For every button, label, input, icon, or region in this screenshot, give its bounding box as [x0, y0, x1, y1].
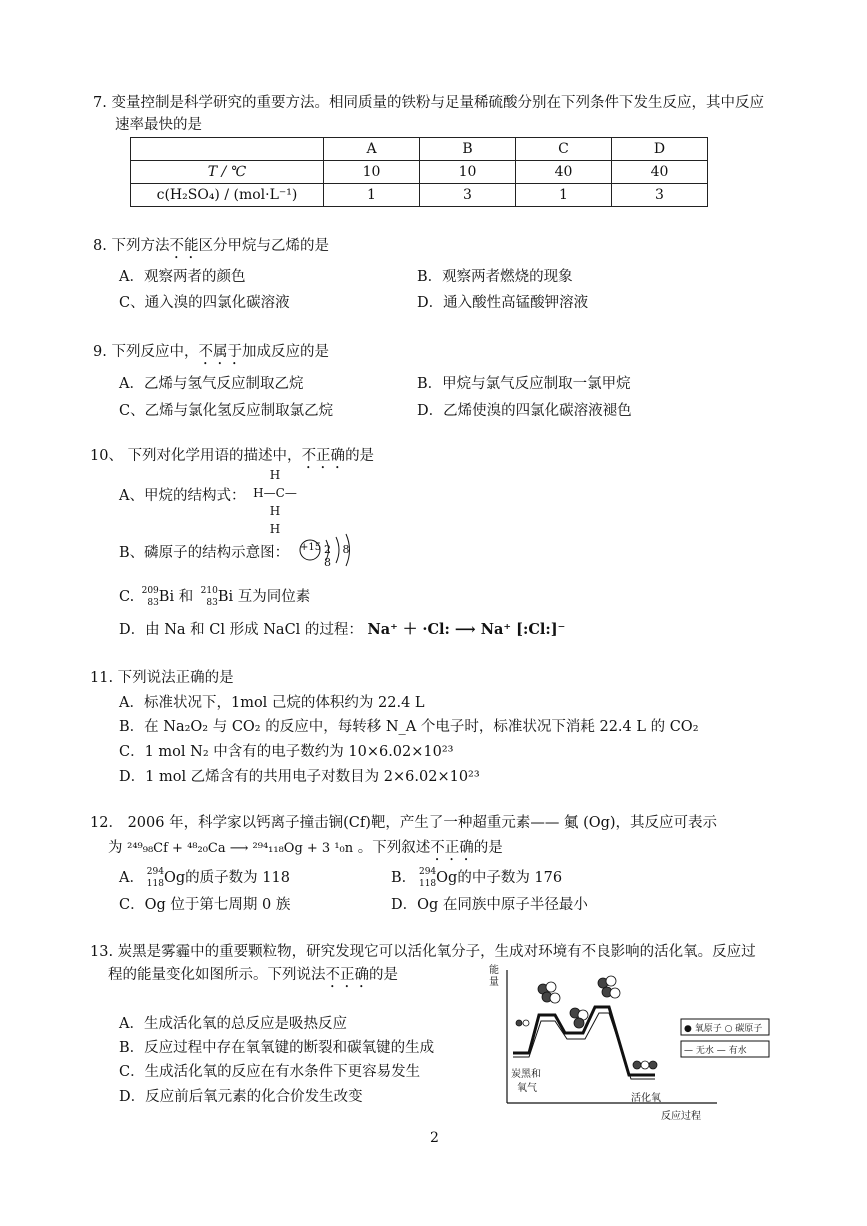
q8-emphasis: 不能 — [169, 238, 199, 254]
q8-option-c: C、通入溴的四氯化碳溶液 — [119, 295, 290, 311]
q12-emphasis: 不正确 — [430, 840, 474, 856]
q12-option-a — [119, 866, 290, 889]
mass-number: 294 — [146, 867, 164, 877]
electron-shells: 2 8 8 — [324, 543, 354, 569]
atomic-number: 83 — [147, 598, 159, 608]
option-b-text: 的中子数为 176 — [457, 870, 563, 886]
q10-option-d — [119, 618, 565, 639]
q10-stem-b: 的是 — [345, 448, 375, 464]
q9-stem-b: 加成反应的是 — [241, 344, 329, 360]
atomic-number: 118 — [418, 879, 437, 889]
q12-line1 — [90, 811, 717, 832]
q8-number: 8. — [93, 238, 107, 254]
q9-option-d: D．乙烯使溴的四氯化碳溶液褪色 — [417, 403, 632, 419]
q8-stem — [93, 234, 329, 262]
table-cell: c(H₂SO₄) / (mol·L⁻¹) — [131, 184, 324, 207]
start-label-2: 氧气 — [517, 1083, 537, 1094]
table-row — [131, 184, 708, 207]
q8-option-a: A．观察两者的颜色 — [119, 269, 246, 285]
table-cell: 3 — [612, 184, 708, 207]
q12-option-d: D．Og 在同族中原子半径最小 — [391, 897, 588, 913]
q9-option-b: B．甲烷与氯气反应制取一氯甲烷 — [417, 376, 631, 392]
q7-line2: 速率最快的是 — [115, 117, 202, 133]
q11-option-d: D．1 mol 乙烯含有的共用电子对数目为 2×6.02×10²³ — [119, 769, 480, 785]
end-label: 活化氧 — [631, 1093, 661, 1104]
q12-option-c: C．Og 位于第七周期 0 族 — [119, 897, 291, 913]
table-cell: B — [420, 138, 516, 161]
q12-line1-text: 2006 年，科学家以钙离子撞击锎(Cf)靶，产生了一种超重元素—— 鿫 (Og)，其反应可表示 — [127, 815, 718, 831]
q9-emphasis: 不属于 — [198, 344, 242, 360]
table-cell: 40 — [516, 161, 612, 184]
q9-option-c: C、乙烯与氯化氢反应制取氯乙烷 — [119, 403, 334, 419]
isotope-bi-209 — [139, 586, 159, 608]
option-b-label: B． — [391, 870, 417, 886]
chart-y-label: 能量 — [489, 965, 499, 988]
element-symbol: Bi — [158, 589, 175, 605]
q10-stem — [90, 444, 374, 472]
table-cell: 10 — [324, 161, 420, 184]
q8-stem-a: 下列方法 — [111, 238, 170, 254]
q12-line2 — [108, 836, 503, 864]
q12-line2-b: 。下列叙述 — [357, 840, 431, 856]
formula-h-top: H — [269, 468, 281, 482]
q10-option-c — [119, 585, 310, 608]
element-symbol: Og — [163, 870, 186, 886]
q9-stem — [93, 340, 329, 368]
nuclear-reaction-equation: ²⁴⁹₉₈Cf + ⁴⁸₂₀Ca ⟶ ²⁹⁴₁₁₈Og + 3 ¹₀n — [127, 841, 354, 856]
q13-line2-b: 的是 — [369, 967, 398, 983]
q10-option-b: B、磷原子的结构示意图： — [119, 545, 290, 561]
q13-line1 — [90, 940, 756, 961]
q13-option-a: A．生成活化氧的总反应是吸热反应 — [119, 1016, 347, 1032]
table-cell — [131, 138, 324, 161]
page-number: 2 — [430, 1130, 439, 1146]
q9-stem-a: 下列反应中， — [111, 344, 199, 360]
q8-option-b: B．观察两者燃烧的现象 — [417, 269, 573, 285]
q10-stem-a: 下列对化学用语的描述中， — [127, 448, 302, 464]
q7-table — [130, 137, 708, 207]
q12-option-b — [391, 866, 562, 889]
option-a-text: 的质子数为 118 — [185, 870, 290, 886]
table-cell: 1 — [324, 184, 420, 207]
atomic-number: 83 — [206, 598, 218, 608]
og-nuclide — [416, 867, 436, 889]
q13-number: 13. — [90, 944, 114, 960]
nucleus-charge: +15 — [300, 542, 322, 553]
table-cell: T / ℃ — [131, 161, 324, 184]
q7-number: 7. — [93, 95, 107, 111]
atomic-number: 118 — [146, 879, 164, 889]
option-c-label: C. — [119, 589, 135, 605]
table-cell: A — [324, 138, 420, 161]
q13-option-c: C．生成活化氧的反应在有水条件下更容易发生 — [119, 1064, 421, 1080]
q7-line1 — [93, 92, 764, 114]
q10-option-a: A、甲烷的结构式： — [119, 488, 246, 504]
q11-option-b: B．在 Na₂O₂ 与 CO₂ 的反应中，每转移 N_A 个电子时，标准状况下消耗 22.4 L 的 CO₂ — [119, 719, 699, 735]
option-a-label: A． — [119, 870, 144, 886]
start-label-1: 炭黑和 — [511, 1069, 541, 1080]
element-symbol: Bi — [217, 589, 234, 605]
q12-line2-a: 为 — [108, 840, 123, 856]
q12-number: 12． — [90, 815, 123, 831]
option-c-and: 和 — [178, 589, 194, 605]
legend-atoms: ● 氧原子 ○ 碳原子 — [684, 1024, 763, 1034]
q10-number: 10、 — [90, 448, 123, 464]
mass-number: 210 — [200, 586, 218, 596]
legend-lines: — 无水 — 有水 — [684, 1046, 747, 1056]
q13-option-d: D．反应前后氧元素的化合价发生改变 — [119, 1089, 363, 1105]
isotope-bi-210 — [198, 586, 218, 608]
q11-option-a: A．标准状况下，1mol 己烷的体积约为 22.4 L — [119, 695, 425, 711]
q8-stem-b: 区分甲烷与乙烯的是 — [198, 238, 329, 254]
option-c-tail: 互为同位素 — [237, 589, 311, 605]
table-cell: 40 — [612, 161, 708, 184]
phosphorus-atom-diagram — [298, 530, 368, 570]
q8-option-d: D．通入酸性高锰酸钾溶液 — [417, 295, 589, 311]
q9-number: 9. — [93, 344, 107, 360]
q11-stem-text: 下列说法正确的是 — [117, 670, 234, 686]
table-row — [131, 138, 708, 161]
option-d-text: D．由 Na 和 Cl 形成 NaCl 的过程： — [119, 622, 363, 638]
q11-option-c: C．1 mol N₂ 中含有的电子数约为 10×6.02×10²³ — [119, 744, 454, 760]
formula-h-c-h: H—C—H — [253, 486, 297, 518]
og-nuclide — [144, 867, 164, 889]
mass-number: 294 — [418, 867, 437, 877]
q11-stem — [90, 666, 234, 687]
q13-line1-text: 炭黑是雾霾中的重要颗粒物，研究发现它可以活化氧分子，生成对环境有不良影响的活化氧。反应过 — [117, 944, 756, 960]
q10-emphasis: 不正确 — [301, 448, 346, 464]
table-cell: 1 — [516, 184, 612, 207]
q12-line2-c: 的是 — [473, 840, 503, 856]
element-symbol: Og — [436, 870, 458, 886]
nacl-formation-equation: Na⁺ ＋ ·Cl: ⟶ Na⁺ [:Cl:]⁻ — [367, 621, 566, 638]
q13-line2 — [108, 963, 398, 991]
q13-emphasis: 不正确 — [325, 967, 369, 983]
q7-stem: 变量控制是科学研究的重要方法。相同质量的铁粉与足量稀硫酸分别在下列条件下发生反应，其中反应 — [111, 95, 764, 111]
table-cell: D — [612, 138, 708, 161]
table-row — [131, 161, 708, 184]
energy-profile-diagram — [485, 965, 775, 1124]
table-cell: C — [516, 138, 612, 161]
chart-x-label: 反应过程 — [661, 1111, 701, 1122]
mass-number: 209 — [141, 586, 159, 596]
table-cell: 3 — [420, 184, 516, 207]
q9-option-a: A．乙烯与氢气反应制取乙烷 — [119, 376, 304, 392]
q13-option-b: B．反应过程中存在氧氧键的断裂和碳氧键的生成 — [119, 1040, 435, 1056]
q11-number: 11. — [90, 670, 114, 686]
formula-h-bottom: H — [269, 522, 281, 536]
q13-line2-a: 程的能量变化如图所示。下列说法 — [108, 967, 326, 983]
methane-structural-formula — [250, 466, 300, 538]
table-cell: 10 — [420, 161, 516, 184]
